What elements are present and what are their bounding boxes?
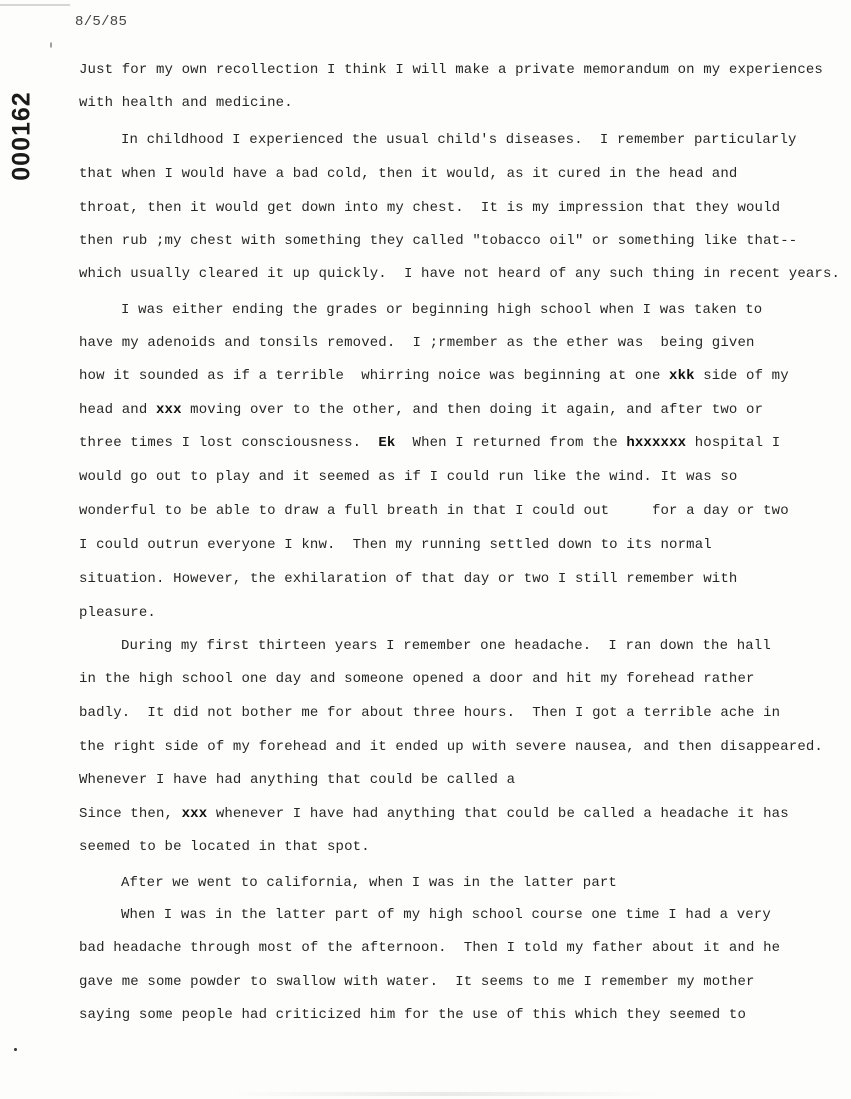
text-segment: whenever I have had anything that could be called a headache it has [207, 806, 789, 822]
text-segment: hospital I [686, 435, 781, 451]
text-segment: side of my [694, 368, 789, 384]
text-line: throat, then it would get down into my chest. It is my impression that they would [79, 200, 781, 216]
text-line [79, 367, 789, 385]
text-line: Whenever I have had anything that could be called a [79, 772, 516, 788]
text-line: wonderful to be able to draw a full breath in that I could out for a day or two [79, 503, 789, 519]
text-line: that when I would have a bad cold, then it would, as it cured in the head and [79, 166, 738, 182]
text-line: I could outrun everyone I knw. Then my running settled down to its normal [79, 537, 712, 553]
memo-date: 8/5/85 [75, 14, 128, 30]
text-line: When I was in the latter part of my high school course one time I had a very [121, 907, 771, 923]
text-segment: moving over to the other, and then doing it again, and after two or [181, 402, 764, 418]
text-line [79, 805, 789, 823]
text-line: saying some people had criticized him for the use of this which they seemed to [79, 1007, 747, 1023]
text-line: gave me some powder to swallow with water. It seems to me I remember my mother [79, 974, 755, 990]
overtyped-word: xxx [155, 402, 182, 418]
text-line: During my first thirteen years I remember one headache. I ran down the hall [121, 638, 771, 654]
archive-stamp [0, 91, 44, 181]
text-line: badly. It did not bother me for about three hours. Then I got a terrible ache in [79, 705, 781, 721]
text-line: seemed to be located in that spot. [79, 839, 370, 855]
text-line: After we went to california, when I was in the latter part [121, 875, 617, 891]
bleed-through [160, 1035, 760, 1051]
scan-edge-bottom [230, 1092, 660, 1096]
text-line: bad headache through most of the afternoon. Then I told my father about it and he [79, 940, 781, 956]
overtyped-word: xxx [181, 806, 208, 822]
text-line: would go out to play and it seemed as if I could run like the wind. It was so [79, 469, 738, 485]
text-segment: how it sounded as if a terrible whirring noice was beginning at one [79, 368, 670, 384]
text-line: then rub ;my chest with something they called "tobacco oil" or something like that-- [79, 233, 798, 249]
text-line: with health and medicine. [79, 95, 293, 111]
text-segment: head and [79, 402, 156, 418]
archive-number: 000162 [7, 91, 36, 181]
scan-edge-top [0, 4, 70, 6]
text-line: In childhood I experienced the usual child's diseases. I remember particularly [121, 132, 797, 148]
text-segment: Since then, [79, 806, 182, 822]
text-line: have my adenoids and tonsils removed. I ;rmember as the ether was being given [79, 335, 755, 351]
text-line: situation. However, the exhilaration of that day or two I still remember with [79, 571, 738, 587]
text-line: I was either ending the grades or beginning high school when I was taken to [121, 302, 763, 318]
text-segment: When I returned from the [395, 435, 627, 451]
text-line: which usually cleared it up quickly. I have not heard of any such thing in recent years. [79, 266, 841, 282]
overtyped-word: hxxxxxx [626, 435, 687, 451]
scan-speck [14, 1048, 17, 1051]
text-line [79, 401, 763, 419]
text-line: Just for my own recollection I think I will make a private memorandum on my experiences [79, 62, 823, 78]
text-line: in the high school one day and someone opened a door and hit my forehead rather [79, 671, 755, 687]
scan-speck [50, 42, 52, 48]
text-line: pleasure. [79, 605, 156, 621]
text-segment: three times I lost consciousness. [79, 435, 379, 451]
overtyped-word: xkk [669, 368, 695, 384]
overtyped-word: Ek [378, 435, 396, 451]
text-line: the right side of my forehead and it ended up with severe nausea, and then disappeared. [79, 739, 823, 755]
text-line [79, 434, 780, 452]
